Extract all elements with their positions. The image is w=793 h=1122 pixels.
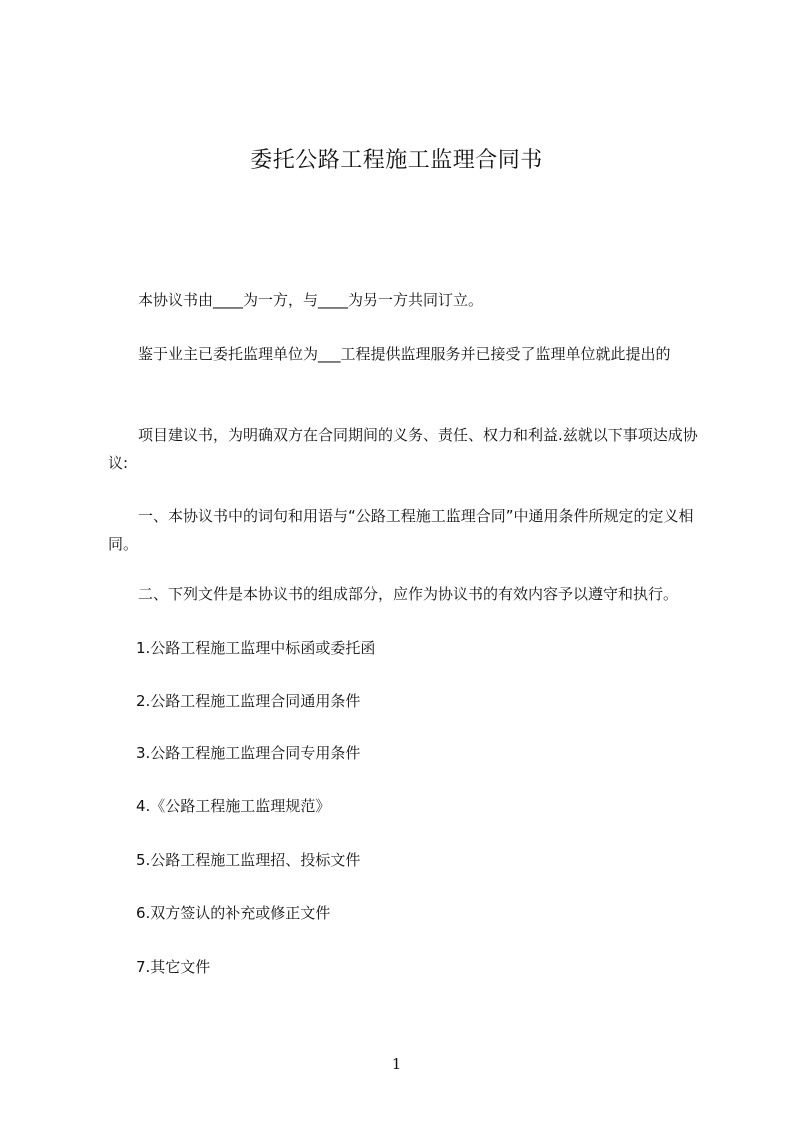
clause-two-paragraph: 二、下列文件是本协议书的组成部分，应作为协议书的有效内容予以遵守和执行。 — [138, 585, 679, 603]
list-item: 2.公路工程施工监理合同通用条件 — [136, 692, 361, 710]
list-item: 7.其它文件 — [136, 958, 211, 976]
list-item: 1.公路工程施工监理中标函或委托函 — [136, 639, 376, 657]
list-item: 3.公路工程施工监理合同专用条件 — [136, 744, 361, 762]
list-item: 6.双方签认的补充或修正文件 — [136, 904, 331, 922]
list-item: 5.公路工程施工监理招、投标文件 — [136, 851, 361, 869]
document-title: 委托公路工程施工监理合同书 — [250, 148, 543, 173]
recital-paragraph: 鉴于业主已委托监理单位为___工程提供监理服务并已接受了监理单位就此提出的 — [138, 345, 671, 363]
list-item: 4.《公路工程施工监理规范》 — [136, 797, 331, 815]
intro-paragraph: 本协议书由____为一方，与____为另一方共同订立。 — [138, 291, 484, 309]
clause-one-paragraph: 一、本协议书中的词句和用语与“公路工程施工监理合同”中通用条件所规定的定义相同。 — [108, 507, 694, 553]
page-number: 1 — [391, 1055, 402, 1073]
proposal-paragraph: 项目建议书，为明确双方在合同期间的义务、责任、权力和利益.兹就以下事项达成协议: — [108, 426, 698, 472]
